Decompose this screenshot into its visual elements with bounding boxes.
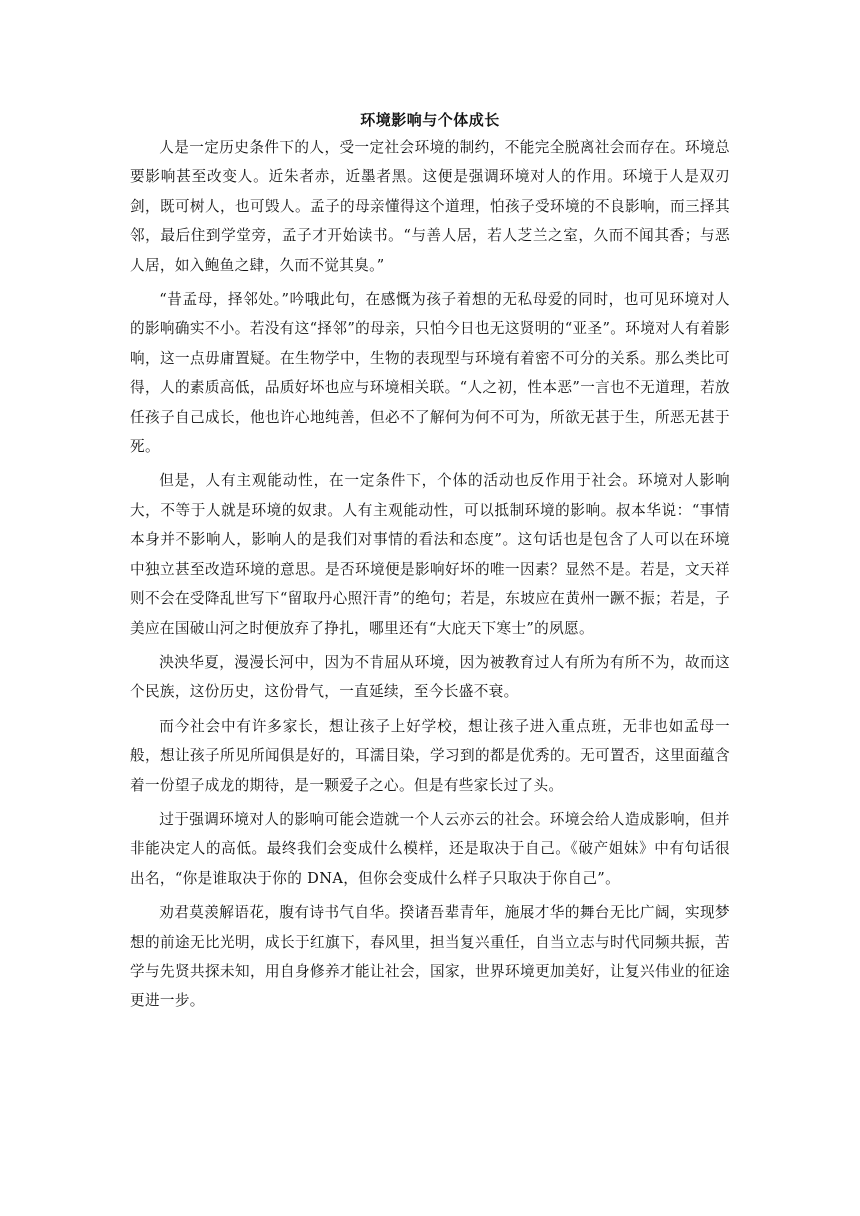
paragraph-4: 泱泱华夏，漫漫长河中，因为不肯屈从环境，因为被教育过人有所为有所不为，故而这个民族，这份历史，这份骨气，一直延续，至今长盛不衰。	[130, 653, 730, 701]
paragraph-6: 过于强调环境对人的影响可能会造就一个人云亦云的社会。环境会给人造成影响，但并非能决定人的高低。最终我们会变成什么模样，还是取决于自己。《破产姐妹》中有句话很出名，“你是谁取决于你的 DNA，但你会变成什么样子只取决于你自己”。	[130, 810, 730, 887]
paragraph-2: “昔孟母，择邻处。”吟哦此句，在感慨为孩子着想的无私母爱的同时，也可见环境对人的影响确实不小。若没有这“择邻”的母亲，只怕今日也无这贤明的“亚圣”。环境对人有着影响，这一点毋庸置疑。在生物学中，生物的表现型与环境有着密不可分的关系。那么类比可得，人的素质高低，品质好坏也应与环境相关联。“人之初，性本恶”一言也不无道理，若放任孩子自己成长，他也许心地纯善，但必不了解何为何不可为，所欲无甚于生，所恶无甚于死。	[130, 291, 730, 456]
paragraph-7: 劝君莫羡解语花，腹有诗书气自华。揆诸吾辈青年，施展才华的舞台无比广阔，实现梦想的前途无比光明，成长于红旗下，春风里，担当复兴重任，自当立志与时代同频共振，苦学与先贤共探未知，用自身修养才能让社会，国家，世界环境更加美好，让复兴伟业的征途更进一步。	[130, 904, 730, 1010]
document-body	[130, 107, 730, 1021]
paragraph-1: 人是一定历史条件下的人，受一定社会环境的制约，不能完全脱离社会而存在。环境总要影响甚至改变人。近朱者赤，近墨者黑。这便是强调环境对人的作用。环境于人是双刃剑，既可树人，也可毁人。孟子的母亲懂得这个道理，怕孩子受环境的不良影响，而三择其邻，最后住到学堂旁，孟子才开始读书。“与善人居，若人芝兰之室，久而不闻其香；与恶人居，如入鲍鱼之肆，久而不觉其臭。”	[130, 139, 730, 274]
paragraph-3: 但是，人有主观能动性，在一定条件下，个体的活动也反作用于社会。环境对人影响大，不等于人就是环境的奴隶。人有主观能动性，可以抵制环境的影响。叔本华说：“事情本身并不影响人，影响人的是我们对事情的看法和态度”。这句话也是包含了人可以在环境中独立甚至改造环境的意思。是否环境便是影响好坏的唯一因素？显然不是。若是，文天祥则不会在受降乱世写下“留取丹心照汗青”的绝句；若是，东坡应在黄州一蹶不振；若是，子美应在国破山河之时便放弃了挣扎，哪里还有“大庇天下寒士”的夙愿。	[130, 472, 730, 637]
document-title: 环境影响与个体成长	[360, 111, 500, 129]
paragraph-5: 而今社会中有许多家长，想让孩子上好学校，想让孩子进入重点班，无非也如孟母一般，想让孩子所见所闻俱是好的，耳濡目染，学习到的都是优秀的。无可置否，这里面蕴含着一份望子成龙的期待，是一颗爱子之心。但是有些家长过了头。	[130, 717, 730, 794]
